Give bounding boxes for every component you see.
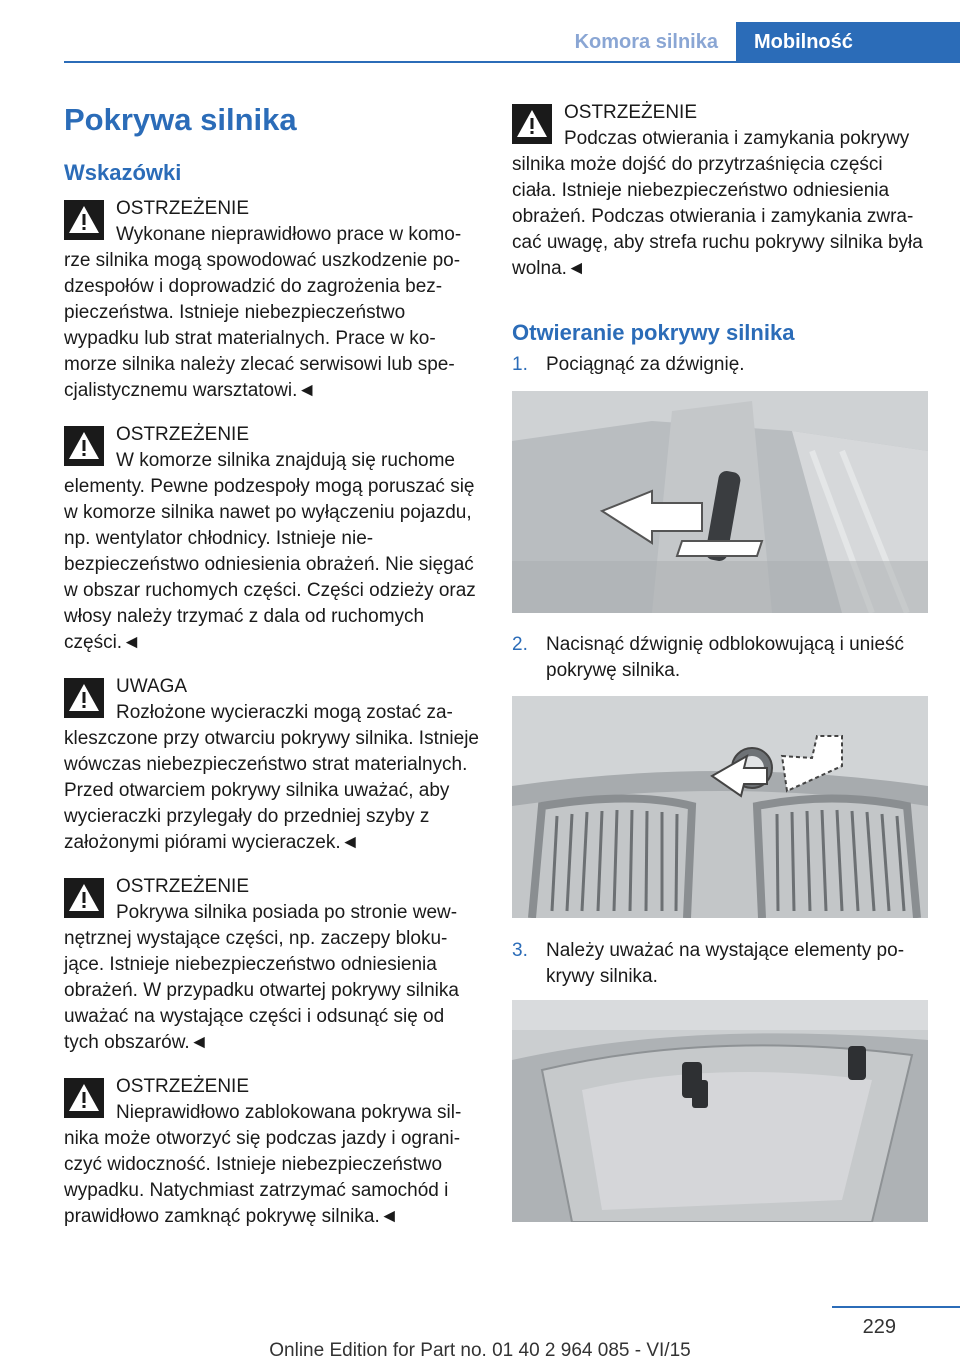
warning-first-line: Wykonane nieprawidłowo prace w komo- [116, 224, 462, 245]
warning-text: rze silnika mogą spowodować uszkodzenie podzespołów i doprowadzić do zagrożenia bezpieczeństwa. Istnieje niebezpieczeństwo wypadku lub strat materialnych. Prace w komorze silnika należy zlecać serwisowi lub specjalistycznemu warsztatowi.◄ [64, 250, 461, 401]
warning-block [512, 100, 928, 282]
edition-footer: Online Edition for Part no. 01 40 2 964 085 - VI/15 [269, 1340, 691, 1361]
warning-text: elementy. Pewne podzespoły mogą poruszać się w komorze silnika nawet po wyłączeniu pojazdu, np. wentylator chłodnicy. Istnieje niebezpieczeństwo odniesienia obrażeń. Nie sięgać w obszar ruchomych części. Części odzieży oraz włosy należy trzymać z dala od ruchomych części.◄ [64, 476, 476, 653]
photo-bonnet-catch [512, 696, 928, 918]
warning-triangle-icon [64, 1078, 104, 1118]
warning-text: silnika może dojść do przytrzaśnięcia części ciała. Istnieje niebezpieczeństwo odniesienia obrażeń. Podczas otwierania i zamykania zwracać uwagę, aby strefa ruchu pokrywy silnika była wolna.◄ [512, 154, 923, 279]
warning-block [64, 1074, 479, 1230]
warning-triangle-icon [64, 878, 104, 918]
step-item [512, 352, 928, 380]
warning-first-line: Podczas otwierania i zamykania pokrywy [564, 128, 910, 149]
warning-text: nika może otworzyć się podczas jazdy i ograniczyć widoczność. Istnieje niebezpieczeństwo wypadku. Natychmiast zatrzymać samochód i prawidłowo zamknąć pokrywę silnika.◄ [64, 1128, 461, 1227]
photo-release-lever [512, 391, 928, 613]
photo-bonnet-underside [512, 1000, 928, 1222]
page-header [0, 0, 960, 62]
step-text: Nacisnąć dźwignię odblokowującą i unieść pokrywę silnika. [546, 634, 905, 681]
step-text: Pociągnąć za dźwignię. [546, 354, 745, 375]
notice-text: kleszczone przy otwarciu pokrywy silnika. Istnieje wówczas niebezpieczeństwo strat materialnych. Przed otwarciem pokrywy silnika uważać, aby wycieraczki przylegały do przedniej szyby z założonymi piórami wycieraczek.◄ [64, 728, 479, 853]
page-title: Pokrywa silnika [64, 102, 297, 137]
step-text: Należy uważać na wystające elementy pokrywy silnika. [546, 940, 905, 987]
warning-triangle-icon [64, 678, 104, 718]
warning-triangle-icon [64, 200, 104, 240]
warning-block [64, 422, 479, 656]
page-number: 229 [862, 1316, 896, 1338]
header-section-tab[interactable]: Komora silnika [574, 31, 718, 53]
warning-block [64, 196, 479, 404]
warning-label: OSTRZEŻENIE [116, 1076, 250, 1097]
notice-first-line: Rozłożone wycieraczki mogą zostać za- [116, 702, 453, 723]
header-rule [64, 61, 960, 63]
section-heading-opening: Otwieranie pokrywy silnika [512, 320, 795, 345]
warning-first-line: W komorze silnika znajdują się ruchome [116, 450, 455, 471]
warning-first-line: Nieprawidłowo zablokowana pokrywa sil- [116, 1102, 462, 1123]
step-number: 2. [512, 634, 528, 655]
notice-label: UWAGA [116, 676, 188, 697]
step-item [512, 632, 928, 688]
step-item [512, 938, 928, 994]
footer-rule [832, 1306, 960, 1308]
warning-label: OSTRZEŻENIE [116, 198, 250, 219]
warning-label: OSTRZEŻENIE [116, 424, 250, 445]
warning-triangle-icon [64, 426, 104, 466]
step-number: 1. [512, 354, 528, 375]
warning-text: nętrznej wystające części, np. zaczepy blokujące. Istnieje niebezpieczeństwo odniesienia obrażeń. W przypadku otwartej pokrywy silnika uważać na wystające części i odsunąć się od tych obszarów.◄ [64, 928, 459, 1053]
section-heading-notes: Wskazówki [64, 160, 182, 185]
notice-block [64, 674, 479, 856]
warning-block [64, 874, 479, 1056]
warning-label: OSTRZEŻENIE [116, 876, 250, 897]
step-number: 3. [512, 940, 528, 961]
warning-triangle-icon [512, 104, 552, 144]
warning-first-line: Pokrywa silnika posiada po stronie wew- [116, 902, 458, 923]
header-chapter-tab[interactable]: Mobilność [736, 22, 960, 62]
warning-label: OSTRZEŻENIE [564, 102, 698, 123]
